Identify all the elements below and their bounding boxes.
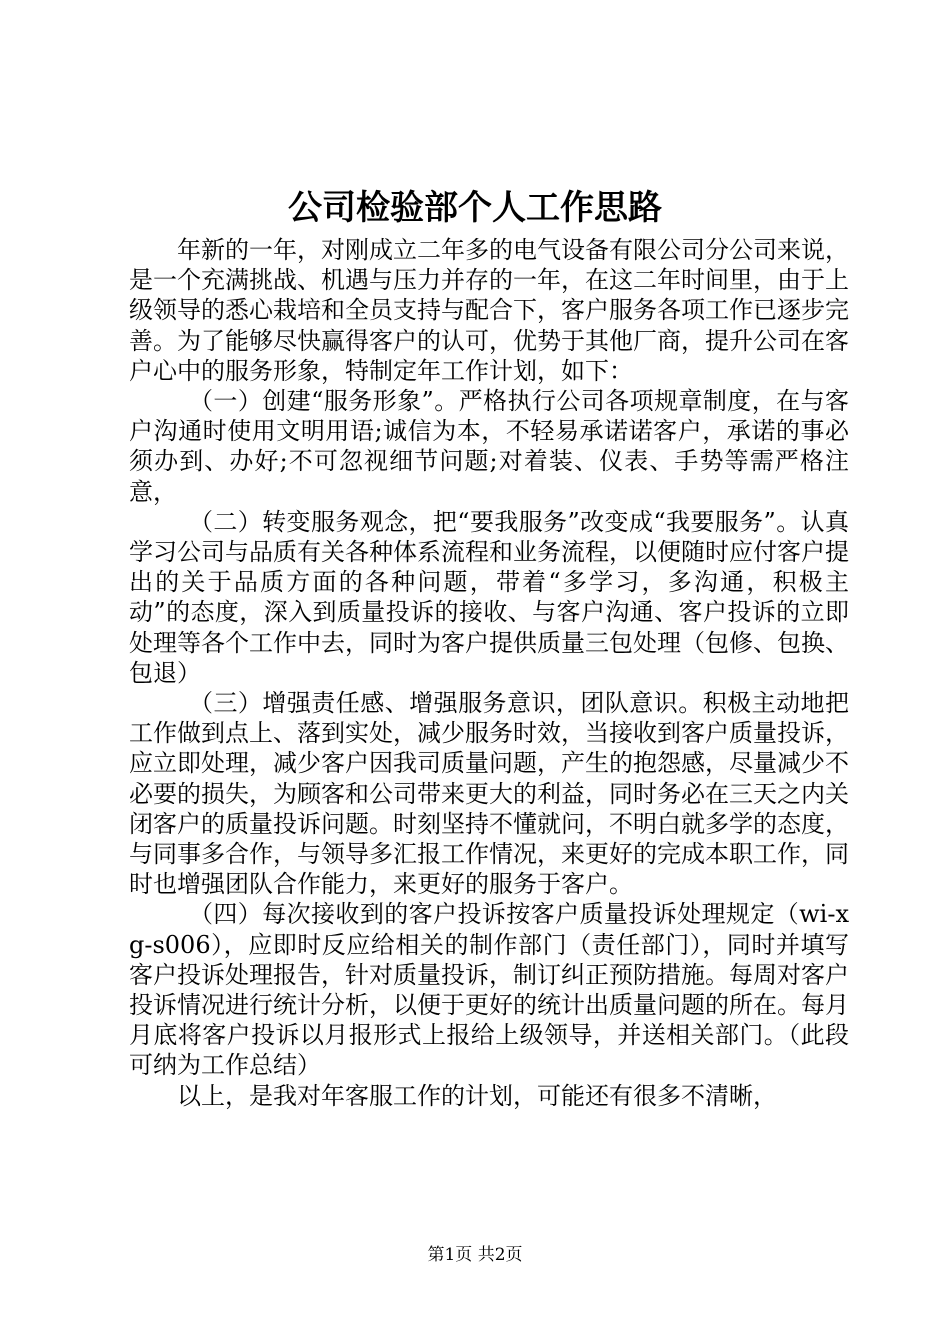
document-body (129, 235, 849, 1111)
paragraph-item-4: （四）每次接收到的客户投诉按客户质量投诉处理规定（wi-xg-s006），应即时反应给相关的制作部门（责任部门），同时并填写客户投诉处理报告，针对质量投诉，制订纠正预防措施。每周对客户投诉情况进行统计分析，以便于更好的统计出质量问题的所在。每月月底将客户投诉以月报形式上报给上级领导，并送相关部门。（此段可纳为工作总结） (129, 900, 849, 1080)
paragraph-intro: 年新的一年，对刚成立二年多的电气设备有限公司分公司来说，是一个充满挑战、机遇与压力并存的一年，在这二年时间里，由于上级领导的悉心栽培和全员支持与配合下，客户服务各项工作已逐步完善。为了能够尽快赢得客户的认可，优势于其他厂商，提升公司在客户心中的服务形象，特制定年工作计划，如下： (129, 236, 849, 385)
paragraph-item-2: （二）转变服务观念，把“要我服务”改变成“我要服务”。认真学习公司与品质有关各种体系流程和业务流程，以便随时应付客户提出的关于品质方面的各种问题，带着“多学习，多沟通，积极主动”的态度，深入到质量投诉的接收、与客户沟通、客户投诉的立即处理等各个工作中去，同时为客户提供质量三包处理（包修、包换、包退） (129, 507, 849, 687)
page-number-footer: 第1页 共2页 (427, 1245, 523, 1265)
paragraph-item-3: （三）增强责任感、增强服务意识，团队意识。积极主动地把工作做到点上、落到实处，减少服务时效，当接收到客户质量投诉，应立即处理，减少客户因我司质量问题，产生的抱怨感，尽量减少不必要的损失，为顾客和公司带来更大的利益，同时务必在三天之内关闭客户的质量投诉问题。时刻坚持不懂就问，不明白就多学的态度，与同事多合作，与领导多汇报工作情况，来更好的完成本职工作，同时也增强团队合作能力，来更好的服务于客户。 (129, 689, 849, 899)
paragraph-item-1: （一）创建“服务形象”。严格执行公司各项规章制度，在与客户沟通时使用文明用语;诚信为本，不轻易承诺诺客户，承诺的事必须办到、办好;不可忽视细节问题;对着装、仪表、手势等需严格注意， (129, 387, 849, 506)
document-title: 公司检验部个人工作思路 (288, 188, 662, 228)
paragraph-closing: 以上，是我对年客服工作的计划，可能还有很多不清晰， (177, 1081, 777, 1110)
